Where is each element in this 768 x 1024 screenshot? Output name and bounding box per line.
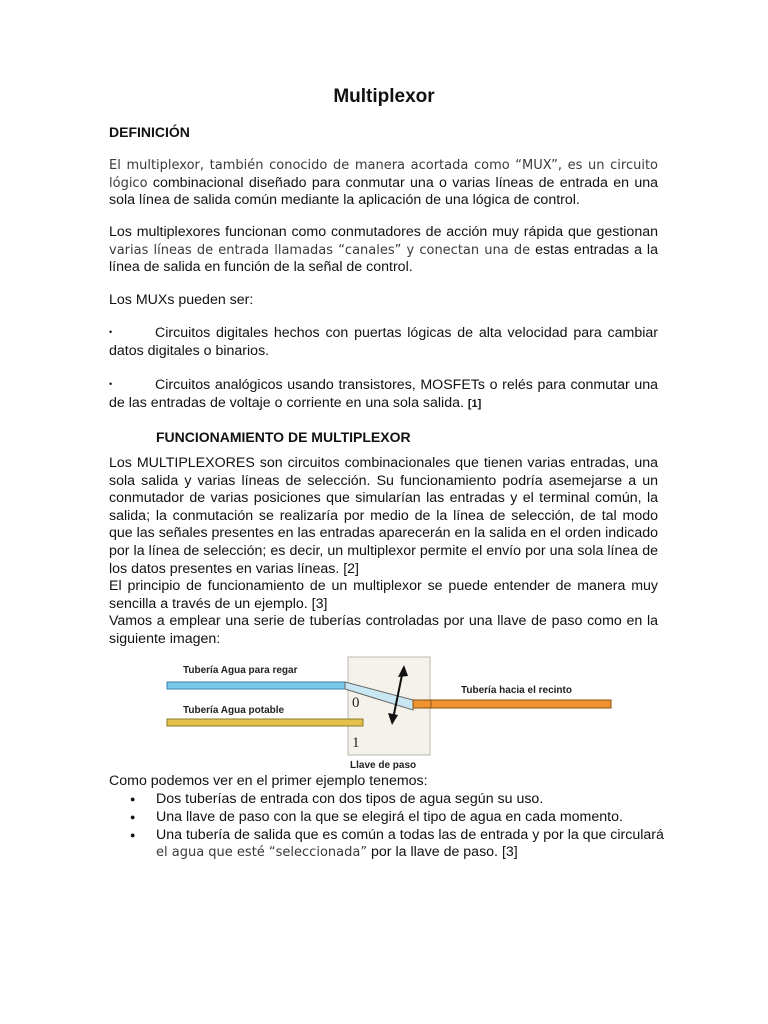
pipe-valve-diagram xyxy=(163,655,618,773)
pipe-valve-svg xyxy=(163,655,618,773)
definicion-paragraph-2 xyxy=(109,224,658,277)
list-item-text-end: por la llave de paso. [3] xyxy=(371,844,518,861)
funcionamiento-paragraph-3: Vamos a emplear una serie de tuberías controladas por una llave de paso como en la siguiente imagen: xyxy=(109,613,658,647)
definicion-p1-gray-text: El multiplexor, también conocido de manera acortada como “MUX”, es un circuito lógico xyxy=(109,158,658,191)
position-1-label: 1 xyxy=(352,735,360,751)
pipe-outlet xyxy=(431,700,611,708)
definicion-p2-gray-text: varias líneas de entrada llamadas “canales” y conectan una de xyxy=(109,242,531,258)
ejemplo-list xyxy=(109,791,669,862)
funcionamiento-paragraph-1: Los MULTIPLEXORES son circuitos combinacionales que tienen varias entradas, una sola salida y varias líneas de selección. Su funcionamiento podría asemejarse a un conmutador de varias posiciones que simularían las entradas y el terminal común, la salida; la conmutación se realizaría por medio de la línea de selección, de tal modo que las señales presentes en las entradas aparecerán en la salida en el orden indicado por la línea de selección; es decir, un multiplexor permite el envío por una sola línea de los datos presentes en varias líneas. [2] xyxy=(109,455,658,577)
bullet-item-digital-text: Circuitos digitales hechos con puertas lógicas de alta velocidad para cambiar datos digitales o binarios. xyxy=(109,325,658,359)
section-heading-funcionamiento: FUNCIONAMIENTO DE MULTIPLEXOR xyxy=(156,429,411,445)
list-item: ● Dos tuberías de entrada con dos tipos de agua según su uso. xyxy=(109,791,669,809)
bullet-item-analog-text: Circuitos analógicos usando transistores, MOSFETs o relés para conmutar una de las entradas de voltaje o corriente en una sola salida. xyxy=(109,377,658,411)
list-item-text: Una tubería de salida que es común a todas las de entrada y por la que circulará xyxy=(156,826,664,843)
bullet-item-analog xyxy=(109,376,658,413)
definicion-p2-text-a: Los multiplexores funcionan como conmutadores de acción muy rápida que gestionan xyxy=(109,224,658,240)
pipe-irrigation xyxy=(167,682,345,689)
bullet-symbol: • xyxy=(109,379,113,389)
list-item: ● Una llave de paso con la que se elegirá el tipo de agua en cada momento. xyxy=(109,809,669,827)
label-valve: Llave de paso xyxy=(350,760,417,771)
definicion-paragraph-1 xyxy=(109,157,658,210)
bullet-item-digital xyxy=(109,324,658,360)
section-heading-definicion: DEFINICIÓN xyxy=(109,124,190,140)
definicion-paragraph-3: Los MUXs pueden ser: xyxy=(109,292,254,308)
position-0-label: 0 xyxy=(352,695,360,711)
label-pipe-drinking: Tubería Agua potable xyxy=(183,705,285,716)
funcionamiento-paragraph-2: El principio de funcionamiento de un multiplexor se puede entender de manera muy sencilla a través de un ejemplo. [3] xyxy=(109,578,658,612)
label-pipe-outlet: Tubería hacia el recinto xyxy=(461,685,572,696)
pipe-drinking xyxy=(167,719,363,726)
page-title: Multiplexor xyxy=(333,86,435,107)
list-item-gray-text: el agua que esté “seleccionada” xyxy=(156,845,368,861)
definicion-p2-text-b: estas entradas a la línea de salida en función de la señal de control. xyxy=(109,241,658,276)
bullet-symbol: • xyxy=(109,327,113,337)
definicion-p1-text: combinacional diseñado para conmutar una o varias líneas de entrada en una sola línea de salida común mediante la aplicación de una lógica de control. xyxy=(109,174,658,209)
valve-outlet-stub xyxy=(413,700,431,708)
ejemplo-intro: Como podemos ver en el primer ejemplo tenemos: xyxy=(109,773,428,789)
reference-1: [1] xyxy=(467,397,482,410)
list-item xyxy=(109,827,669,863)
label-pipe-irrigation: Tubería Agua para regar xyxy=(183,665,298,676)
